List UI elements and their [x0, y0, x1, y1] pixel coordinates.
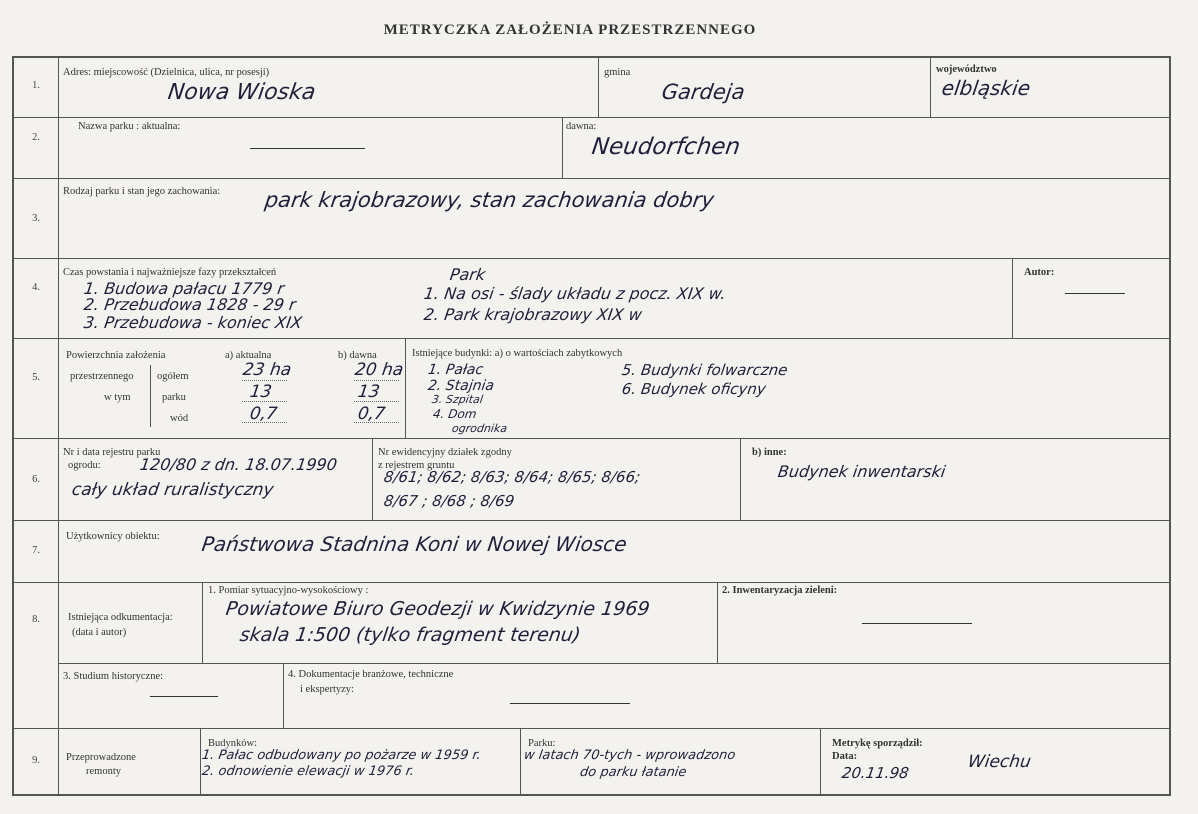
row-number: 4. [32, 282, 40, 293]
park-phase-header: Park [448, 265, 487, 284]
area-water-former: 0,7 [356, 404, 387, 424]
cell-divider [372, 438, 373, 520]
wojewodztwo-label: województwo [936, 64, 997, 75]
phases-label: Czas powstania i najważniejsze fazy przekształceń [63, 267, 277, 278]
row-divider [12, 438, 1171, 439]
row-number: 9. [32, 755, 40, 766]
area-label: Powierzchnia założenia [66, 350, 166, 361]
history-label: 3. Studium historyczne: [63, 671, 164, 682]
cell-divider [820, 728, 821, 796]
area-total-current: 23 ha [241, 360, 293, 380]
area-in-which-label: w tym [104, 392, 131, 403]
cell-divider [930, 56, 931, 117]
row-divider [58, 663, 1171, 664]
building-item: 5. Budynki folwarczne [620, 361, 789, 379]
row-number: 3. [32, 213, 40, 224]
row-divider [12, 178, 1171, 179]
greenery-label: 2. Inwentaryzacja zieleni: [722, 585, 838, 596]
gmina-label: gmina [604, 67, 631, 78]
users-value: Państwowa Stadnina Koni w Nowej Wiosce [200, 532, 629, 556]
area-col-current: a) aktualna [225, 350, 272, 361]
phase-item: 1. Budowa pałacu 1779 r [82, 279, 286, 298]
row-divider [12, 582, 1171, 583]
area-row-water: wód [170, 413, 189, 424]
branch-label: 4. Dokumentacje branżowe, techniczne [288, 669, 454, 680]
cell-divider [520, 728, 521, 796]
area-water-current: 0,7 [248, 404, 279, 424]
phase-item: 2. Przebudowa 1828 - 29 r [82, 295, 298, 314]
former-name-value: Neudorfchen [590, 134, 742, 160]
dotted-line [242, 380, 287, 381]
register-value-2: cały układ ruralistyczny [70, 480, 275, 500]
building-item: 6. Budynek oficyny [620, 380, 768, 398]
history-empty-dash [150, 696, 218, 697]
branch-label-2: i ekspertyzy: [300, 684, 354, 695]
building-item: 3. Szpital [431, 393, 484, 406]
dotted-line [242, 422, 287, 423]
row-number: 2. [32, 132, 40, 143]
buildings-renov-label: Budynków: [208, 738, 258, 749]
park-renov-label: Parku: [528, 738, 556, 749]
area-subdivider [150, 365, 151, 427]
park-name-empty-dash [250, 148, 365, 149]
survey-line-1: Powiatowe Biuro Geodezji w Kwidzynie 1969 [224, 598, 652, 620]
prepared-by-label: Metrykę sporządził: [832, 738, 923, 749]
area-row-park: parku [162, 392, 186, 403]
park-phase-item: 2. Park krajobrazowy XIX w [422, 305, 644, 324]
author-label: Autor: [1024, 267, 1055, 278]
signature: Wiechu [966, 752, 1033, 772]
row-number: 6. [32, 474, 40, 485]
row-number: 5. [32, 372, 40, 383]
park-renov-line-1: w latach 70-tych - wprowadzono [522, 748, 737, 763]
number-column-divider [58, 56, 59, 796]
dotted-line [354, 380, 399, 381]
date-label: Data: [832, 751, 858, 762]
document-title: METRYCZKA ZAŁOŻENIA PRZESTRZENNEGO [383, 22, 757, 38]
former-name-label: dawna: [566, 121, 597, 132]
gmina-value: Gardeja [660, 80, 747, 104]
row-number: 7. [32, 545, 40, 556]
docs-label-2: (data i autor) [72, 627, 127, 638]
row-number: 1. [32, 80, 40, 91]
plots-label: Nr ewidencyjny działek zgodny [378, 447, 512, 458]
plots-line-1: 8/61; 8/62; 8/63; 8/64; 8/65; 8/66; [382, 468, 642, 486]
other-value: Budynek inwentarski [776, 462, 947, 481]
wojewodztwo-value: elbląskie [940, 76, 1032, 100]
park-phase-item: 1. Na osi - ślady układu z pocz. XIX w. [422, 284, 728, 303]
building-item: 1. Pałac [426, 362, 485, 378]
other-label: b) inne: [752, 447, 787, 458]
renovations-label: Przeprowadzone [66, 752, 136, 763]
area-label-2: przestrzennego [70, 371, 134, 382]
dotted-line [354, 422, 399, 423]
docs-label: Istniejąca odkumentacja: [68, 612, 173, 623]
park-type-label: Rodzaj parku i stan jego zachowania: [63, 186, 221, 197]
cell-divider [598, 56, 599, 117]
register-value: 120/80 z dn. 18.07.1990 [138, 455, 339, 474]
branch-empty-dash [510, 703, 630, 704]
form-border [12, 56, 1171, 796]
author-empty-dash [1065, 293, 1125, 294]
dotted-line [242, 401, 287, 402]
users-label: Użytkownicy obiektu: [66, 531, 160, 542]
cell-divider [562, 117, 563, 178]
plots-label-2: z rejestrem gruntu [378, 460, 455, 471]
register-label-2: ogrodu: [68, 460, 101, 471]
plots-line-2: 8/67 ; 8/68 ; 8/69 [382, 492, 516, 510]
survey-line-2: skala 1:500 (tylko fragment terenu) [238, 624, 582, 646]
buildings-label: Istniejące budynki: a) o wartościach zabytkowych [412, 348, 623, 359]
row-divider [12, 258, 1171, 259]
cell-divider [717, 582, 718, 663]
park-name-label: Nazwa parku : aktualna: [78, 121, 181, 132]
area-row-total: ogółem [157, 371, 189, 382]
cell-divider [405, 338, 406, 438]
building-item: ogrodnika [451, 422, 509, 435]
address-label: Adres: miejscowość (Dzielnica, ulica, nr posesji) [63, 67, 270, 78]
address-value: Nowa Wioska [166, 80, 318, 105]
register-label: Nr i data rejestru parku [63, 447, 161, 458]
area-col-former: b) dawna [338, 350, 377, 361]
row-number: 8. [32, 614, 40, 625]
date-value: 20.11.98 [840, 764, 911, 782]
buildings-renov-line-2: 2. odnowienie elewacji w 1976 r. [200, 764, 416, 779]
park-type-value: park krajobrazowy, stan zachowania dobry [263, 188, 716, 212]
area-total-former: 20 ha [353, 360, 405, 380]
row-divider [12, 338, 1171, 339]
phase-item: 3. Przebudowa - koniec XIX [82, 313, 304, 332]
cell-divider [740, 438, 741, 520]
cell-divider [283, 663, 284, 728]
row-divider [12, 728, 1171, 729]
cell-divider [1012, 258, 1013, 338]
row-divider [12, 520, 1171, 521]
survey-label: 1. Pomiar sytuacyjno-wysokościowy : [208, 585, 369, 596]
renovations-label-2: remonty [86, 766, 121, 777]
buildings-renov-line-1: 1. Pałac odbudowany po pożarze w 1959 r. [200, 748, 482, 763]
cell-divider [202, 582, 203, 663]
building-item: 4. Dom [432, 407, 478, 421]
dotted-line [354, 401, 399, 402]
park-renov-line-2: do parku łatanie [578, 765, 688, 780]
row-divider [12, 117, 1171, 118]
area-park-former: 13 [356, 382, 382, 402]
area-park-current: 13 [248, 382, 274, 402]
building-item: 2. Stajnia [426, 378, 496, 394]
greenery-empty-dash [862, 623, 972, 624]
